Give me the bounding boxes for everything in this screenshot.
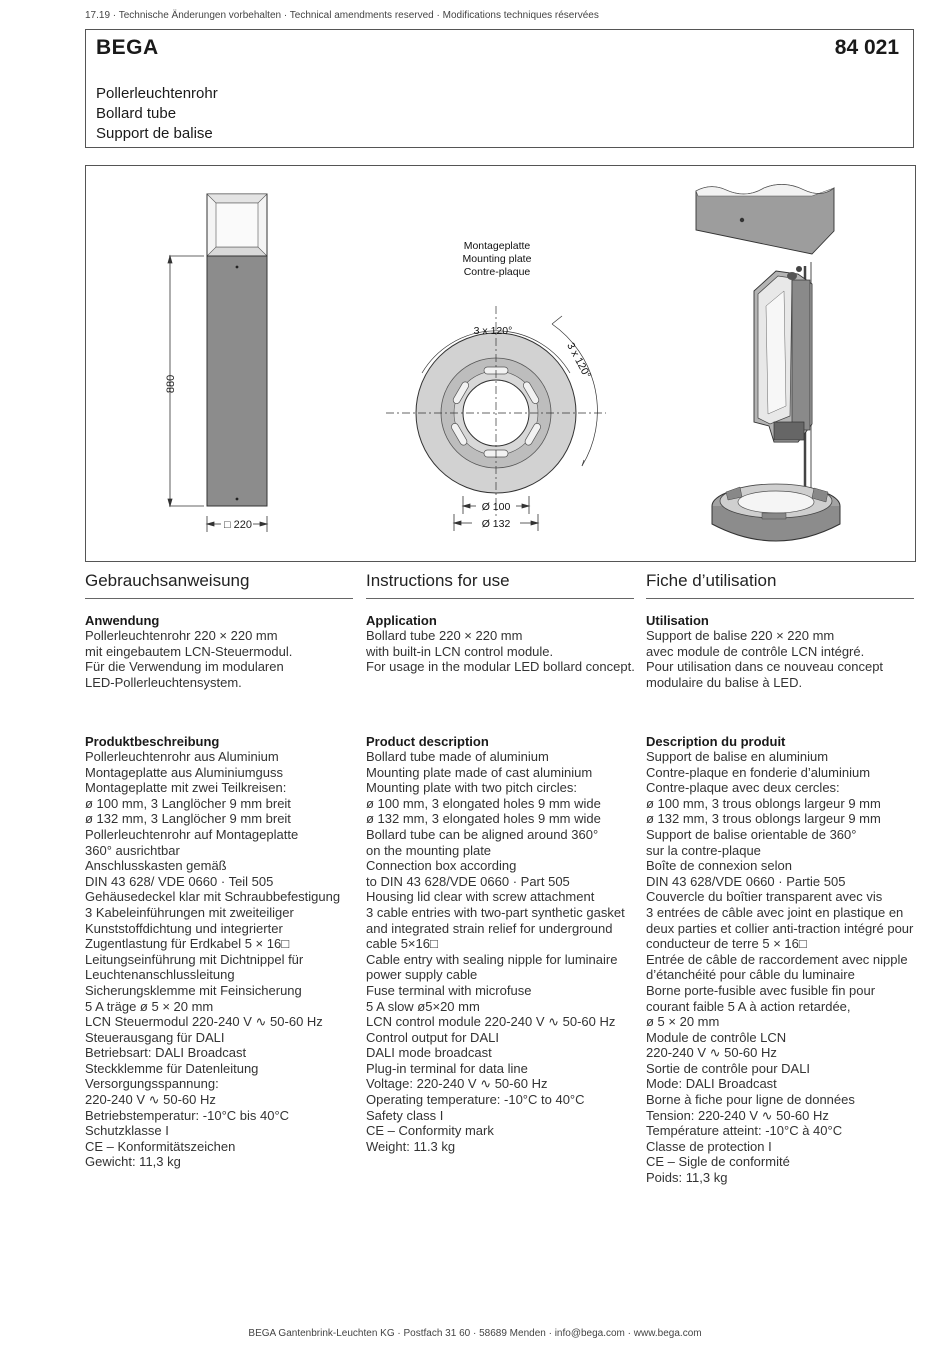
brand-logo: BEGA: [96, 36, 159, 59]
text-line: Steckklemme für Datenleitung: [85, 1060, 259, 1076]
description-text: [85, 749, 365, 1170]
column-fr: [646, 571, 914, 690]
text-line: Safety class I: [366, 1107, 444, 1123]
text-line: For usage in the modular LED bollard concept.: [366, 659, 635, 675]
dia-inner-label: Ø 100: [481, 501, 511, 513]
text-line: on the mounting plate: [366, 842, 492, 858]
description-heading: Produktbeschreibung: [85, 734, 220, 749]
text-line: courant faible 5 A à action retardée,: [646, 998, 851, 1014]
text-line: 220-240 V ∿ 50-60 Hz: [646, 1045, 777, 1061]
text-line: Borne porte-fusible avec fusible fin pour: [646, 982, 876, 998]
text-line: Support de balise en aluminium: [646, 749, 829, 764]
text-line: CE – Conformity mark: [366, 1123, 494, 1139]
text-line: 360° ausrichtbar: [85, 842, 180, 858]
application-text: [646, 628, 914, 690]
text-line: DIN 43 628/VDE 0660 · Partie 505: [646, 873, 846, 889]
text-line: Gehäusedeckel klar mit Schraubbefestigung: [85, 889, 341, 905]
description-text: [646, 749, 926, 1186]
application-heading: Anwendung: [85, 613, 160, 628]
plate-label-de: Montageplatte: [463, 240, 531, 252]
text-line: Module de contrôle LCN: [646, 1029, 787, 1045]
text-line: Plug-in terminal for data line: [366, 1060, 528, 1076]
description-en: [366, 734, 646, 1154]
text-line: Anschlusskasten gemäß: [85, 858, 227, 874]
text-line: Voltage: 220-240 V ∿ 50-60 Hz: [366, 1076, 548, 1092]
text-line: Betriebsart: DALI Broadcast: [85, 1045, 247, 1061]
text-line: Mounting plate with two pitch circles:: [366, 780, 577, 796]
text-line: Bollard tube 220 × 220 mm: [366, 628, 523, 643]
text-line: Bollard tube made of aluminium: [366, 749, 549, 764]
text-line: ø 132 mm, 3 Langlöcher 9 mm breit: [85, 811, 291, 827]
description-text: [366, 749, 646, 1154]
text-line: Sortie de contrôle pour DALI: [646, 1060, 811, 1076]
text-line: Control output for DALI: [366, 1029, 499, 1045]
text-line: Montageplatte aus Aluminiumguss: [85, 764, 284, 780]
text-line: ø 100 mm, 3 Langlöcher 9 mm breit: [85, 795, 291, 811]
text-line: power supply cable: [366, 967, 478, 983]
text-line: Leitungseinführung mit Dichtnippel für: [85, 951, 304, 967]
text-line: ø 132 mm, 3 trous oblongs largeur 9 mm: [646, 811, 881, 827]
application-heading: Utilisation: [646, 613, 709, 628]
height-label: 880: [165, 374, 177, 394]
text-line: Versorgungsspannung:: [85, 1076, 219, 1092]
text-line: Pollerleuchtenrohr 220 × 220 mm: [85, 628, 278, 643]
text-line: avec module de contrôle LCN intégré.: [646, 643, 865, 659]
column-en: [366, 571, 634, 675]
text-line: Mode: DALI Broadcast: [646, 1076, 777, 1092]
text-line: to DIN 43 628/VDE 0660 · Part 505: [366, 873, 570, 889]
angle-top-label: 3 x 120°: [473, 325, 513, 337]
text-line: Gewicht: 11,3 kg: [85, 1154, 181, 1170]
text-line: Contre-plaque en fonderie d’aluminium: [646, 764, 871, 780]
text-line: Betriebstemperatur: -10°C bis 40°C: [85, 1107, 290, 1123]
text-line: CE – Sigle de conformité: [646, 1154, 790, 1170]
width-label: □ 220: [223, 519, 253, 531]
application-text: [85, 628, 353, 690]
text-line: Fuse terminal with microfuse: [366, 982, 532, 998]
text-line: LCN control module 220-240 V ∿ 50-60 Hz: [366, 1014, 616, 1030]
text-line: ø 5 × 20 mm: [646, 1014, 720, 1030]
product-titles: [96, 84, 218, 144]
title-de: Pollerleuchtenrohr: [96, 85, 218, 102]
text-line: conducteur de terre 5 × 16□: [646, 936, 807, 952]
plate-label-en: Mounting plate: [462, 253, 532, 265]
mounting-plate-drawing: [386, 306, 606, 516]
text-line: ø 100 mm, 3 elongated holes 9 mm wide: [366, 795, 601, 811]
description-de: [85, 734, 365, 1170]
text-line: 220-240 V ∿ 50-60 Hz: [85, 1092, 216, 1108]
description-fr: [646, 734, 926, 1186]
text-line: Schutzklasse I: [85, 1123, 169, 1139]
bollard-drawing: [207, 194, 267, 506]
header-box: [85, 29, 914, 148]
text-line: Entrée de câble de raccordement avec nipple: [646, 951, 908, 967]
text-line: Für die Verwendung im modularen: [85, 659, 284, 675]
dia-outer-label: Ø 132: [481, 518, 511, 530]
column-title: Gebrauchsanweisung: [85, 571, 353, 599]
text-line: Pollerleuchtenrohr auf Montageplatte: [85, 826, 299, 842]
text-line: Contre-plaque avec deux cercles:: [646, 780, 840, 796]
text-line: 3 cable entries with two-part synthetic gasket: [366, 904, 625, 920]
column-title: Instructions for use: [366, 571, 634, 599]
text-line: Boîte de connexion selon: [646, 858, 792, 874]
text-line: cable 5×16□: [366, 936, 438, 952]
footer-address: BEGA Gantenbrink-Leuchten KG · Postfach 31 60 · 58689 Menden · info@bega.com · www.bega.com: [248, 1328, 702, 1339]
text-line: Weight: 11.3 kg: [366, 1138, 456, 1154]
text-line: DALI mode broadcast: [366, 1045, 492, 1061]
text-line: with built-in LCN control module.: [366, 643, 554, 659]
text-line: Operating temperature: -10°C to 40°C: [366, 1092, 585, 1108]
text-line: d’étanchéité pour câble du luminaire: [646, 967, 855, 983]
text-line: Mounting plate made of cast aluminium: [366, 764, 593, 780]
description-heading: Description du produit: [646, 734, 786, 749]
drawing-panel: [85, 165, 916, 562]
text-line: ø 132 mm, 3 elongated holes 9 mm wide: [366, 811, 601, 827]
text-line: LED-Pollerleuchtensystem.: [85, 674, 242, 690]
column-de: [85, 571, 353, 690]
text-line: Zugentlastung für Erdkabel 5 × 16□: [85, 936, 290, 952]
text-line: Pollerleuchtenrohr aus Aluminium: [85, 749, 279, 764]
text-line: mit eingebautem LCN-Steuermodul.: [85, 643, 293, 659]
text-line: Leuchtenanschlussleitung: [85, 967, 235, 983]
text-line: Kunststoffdichtung und integrierter: [85, 920, 283, 936]
text-line: modulaire du balise à LED.: [646, 674, 803, 690]
text-line: Support de balise 220 × 220 mm: [646, 628, 835, 643]
text-line: 5 A träge ø 5 × 20 mm: [85, 998, 214, 1014]
installation-illustration: [696, 184, 840, 541]
text-line: ø 100 mm, 3 trous oblongs largeur 9 mm: [646, 795, 881, 811]
text-line: Support de balise orientable de 360°: [646, 826, 857, 842]
text-line: Température atteint: -10°C à 40°C: [646, 1123, 843, 1139]
title-en: Bollard tube: [96, 105, 177, 122]
application-heading: Application: [366, 613, 437, 628]
text-line: Poids: 11,3 kg: [646, 1170, 728, 1186]
column-title: Fiche d’utilisation: [646, 571, 914, 599]
text-line: Housing lid clear with screw attachment: [366, 889, 595, 905]
text-line: 3 Kabeleinführungen mit zweiteiliger: [85, 904, 294, 920]
text-line: Connection box according: [366, 858, 517, 874]
text-line: DIN 43 628/ VDE 0660 · Teil 505: [85, 873, 274, 889]
text-line: CE – Konformitätszeichen: [85, 1138, 236, 1154]
text-line: Bollard tube can be aligned around 360°: [366, 826, 599, 842]
text-line: sur la contre-plaque: [646, 842, 761, 858]
text-line: Cable entry with sealing nipple for luminaire: [366, 951, 618, 967]
text-line: Sicherungsklemme mit Feinsicherung: [85, 982, 302, 998]
text-line: Borne à fiche pour ligne de données: [646, 1092, 855, 1108]
text-line: Couvercle du boîtier transparent avec vis: [646, 889, 883, 905]
text-line: Pour utilisation dans ce nouveau concept: [646, 659, 884, 675]
text-line: Classe de protection I: [646, 1138, 772, 1154]
revision-note: 17.19 · Technische Änderungen vorbehalten · Technical amendments reserved · Modifications techniques réservées: [85, 10, 599, 21]
title-fr: Support de balise: [96, 125, 213, 142]
article-number: 84 021: [834, 36, 899, 59]
plate-label-fr: Contre-plaque: [463, 266, 531, 278]
description-heading: Product description: [366, 734, 489, 749]
text-line: 5 A slow ø5×20 mm: [366, 998, 480, 1014]
text-line: 3 entrées de câble avec joint en plastique en: [646, 904, 904, 920]
text-line: LCN Steuermodul 220-240 V ∿ 50-60 Hz: [85, 1014, 323, 1030]
text-line: Tension: 220-240 V ∿ 50-60 Hz: [646, 1107, 829, 1123]
text-line: Montageplatte mit zwei Teilkreisen:: [85, 780, 287, 796]
text-line: deux parties et collier anti-traction intégré pour: [646, 920, 914, 936]
angle-right-label: 3 x 120°: [564, 340, 594, 381]
application-text: [366, 628, 634, 675]
text-line: Steuerausgang für DALI: [85, 1029, 225, 1045]
text-line: and integrated strain relief for underground: [366, 920, 613, 936]
